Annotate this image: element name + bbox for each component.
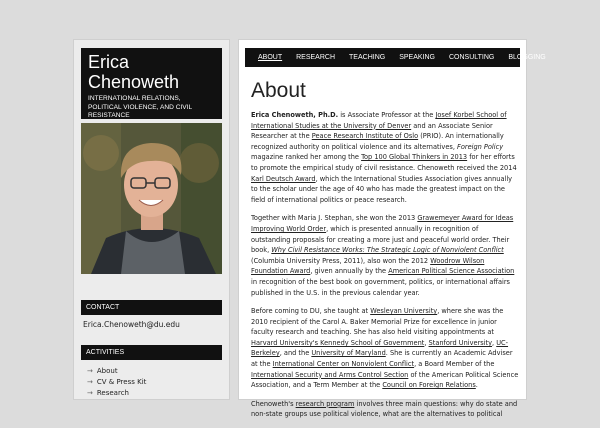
link-wesleyan[interactable]: Wesleyan University [370,307,438,316]
nav-about[interactable]: ABOUT [258,54,283,61]
link-deutsch-award[interactable]: Karl Deutsch Award [251,174,316,183]
arrow-right-icon: → [87,389,93,397]
site-title-first: Erica [88,52,130,72]
sidebar [73,39,230,400]
link-maryland[interactable]: University of Maryland [311,349,386,358]
link-issac[interactable]: International Security and Arms Control Section [251,370,409,379]
activity-item-research[interactable] [81,388,222,399]
site-tagline: INTERNATIONAL RELATIONS, POLITICAL VIOLENCE, AND CIVIL RESISTANCE [88,95,192,119]
site-title-box[interactable] [81,48,222,119]
link-icnc[interactable]: International Center on Nonviolent Conflict [272,360,415,369]
activity-label: About [96,367,118,375]
link-top100[interactable]: Top 100 Global Thinkers in 2013 [361,153,468,162]
nav-blogging[interactable]: BLOGGING [508,54,546,61]
nav-speaking[interactable]: SPEAKING [399,54,435,61]
nav-consulting[interactable]: CONSULTING [449,54,495,61]
paragraph-1: Erica Chenoweth, Ph.D. is Associate Professor at the Josef Korbel School of International Studies at the University of Denver and an Associate Senior Researcher at the Peace Research Institute of Oslo (PRIO). An internationally recognized authority on political violence and its alternatives, Foreign Policy magazine ranked her among the Top 100 Global Thinkers in 2013 for her efforts to promote the empirical study of civil resistance. Chenoweth received the 2014 Karl Deutsch Award, which the International Studies Association gives annually to the scholar under the age of 40 who has made the greatest impact on the field of international politics or peace research. [251,111,517,204]
main-content [238,39,546,419]
paragraph-3: Before coming to DU, she taught at Wesleyan University, where she was the 2010 recipient of the Carol A. Baker Memorial Prize for excellence in junior faculty research and teaching. She has also held visiting appointments at Harvard University's Kennedy School of Government, Stanford University, UC-Berkeley, and the University of Maryland. She is currently an Academic Adviser at the International Center on Nonviolent Conflict, a Board Member of the International Security and Arms Control Section of the American Political Science Association, and a Term Member at the Council on Foreign Relations. [251,307,519,390]
activities-section [81,345,222,399]
nav-research[interactable]: RESEARCH [296,54,336,61]
article-body [251,110,519,428]
link-stanford[interactable]: Stanford University [428,338,493,347]
activity-item-cv[interactable] [81,377,222,388]
link-berkeley[interactable]: UC-Berkeley [251,338,509,358]
link-grawemeyer[interactable]: Grawemeyer Award for Ideas Improving World Order [251,214,514,233]
link-cfr[interactable]: Council on Foreign Relations [382,381,476,390]
link-book[interactable]: Why Civil Resistance Works: The Strategic Logic of Nonviolent Conflict [271,246,504,255]
activities-heading: ACTIVITIES [81,345,222,360]
arrow-right-icon: → [87,367,93,375]
link-apsa[interactable]: American Political Science Association [388,267,515,276]
main-nav [245,48,546,67]
link-korbel[interactable]: Josef Korbel School of International Studies at the University of Denver [251,111,507,130]
link-wilson-award[interactable]: Woodrow Wilson Foundation Award [251,256,485,276]
link-research-program[interactable]: research program [295,399,355,408]
activities-list [81,366,222,399]
profile-photo [81,123,222,274]
contact-heading: CONTACT [81,300,222,315]
link-prio[interactable]: Peace Research Institute of Oslo [311,132,419,141]
page-title: About [251,79,306,102]
activity-item-about[interactable] [81,366,222,377]
paragraph-4: Chenoweth's research program involves three main questions: why do state and non-state groups use political violence, what are the alternatives to political [251,399,518,419]
link-harvard[interactable]: Harvard University's Kennedy School of Government [251,338,425,347]
site-title-last: Chenoweth [88,72,180,92]
contact-section [81,300,222,329]
paragraph-2: Together with Maria J. Stephan, she won the 2013 Grawemeyer Award for Ideas Improving World Order, which is presented annually in recognition of outstanding proposals for creating a more just and peaceful world order. Their book, Why Civil Resistance Works: The Strategic Logic of Nonviolent Conflict (Columbia University Press, 2011), also won the 2012 Woodrow Wilson Foundation Award, given annually by the American Political Science Association in recognition of the best book on government, politics, or international affairs published in the U.S. in the previous calendar year. [251,214,515,297]
activity-label: Research [96,389,129,397]
activity-label: CV & Press Kit [96,378,147,386]
nav-teaching[interactable]: TEACHING [349,54,386,61]
portrait-image [81,123,222,274]
contact-email[interactable]: Erica.Chenoweth@du.edu [83,320,180,329]
arrow-right-icon: → [87,378,93,386]
